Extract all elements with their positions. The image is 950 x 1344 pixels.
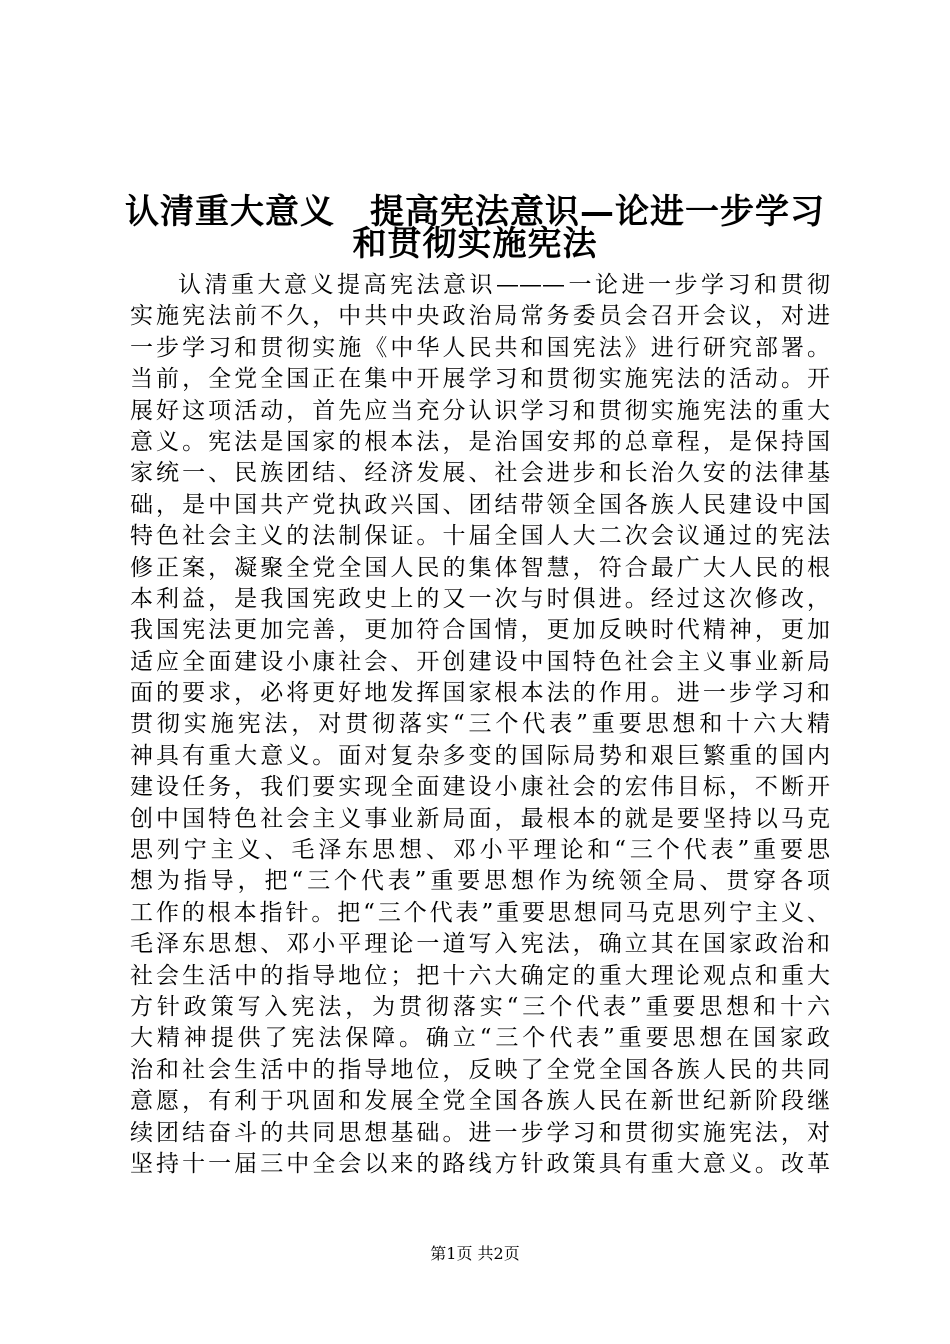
body-line: 工作的根本指针。把“三个代表”重要思想同马克思列宁主义、 — [130, 899, 830, 926]
body-line: 础，是中国共产党执政兴国、团结带领全国各族人民建设中国 — [130, 491, 830, 518]
body-line: 家统一、民族团结、经济发展、社会进步和长治久安的法律基 — [130, 460, 830, 487]
body-line: 创中国特色社会主义事业新局面，最根本的就是要坚持以马克 — [130, 805, 830, 832]
body-line: 方针政策写入宪法，为贯彻落实“三个代表”重要思想和十六 — [130, 993, 830, 1020]
document-title-line-1: 认清重大意义 提高宪法意识—论进一步学习 — [125, 192, 825, 232]
body-line: 特色社会主义的法制保证。十届全国人大二次会议通过的宪法 — [130, 523, 830, 550]
document-title-line-2: 和贯彻实施宪法 — [352, 224, 598, 264]
page-indicator: 第1页 共2页 — [430, 1244, 520, 1263]
body-line: 社会生活中的指导地位；把十六大确定的重大理论观点和重大 — [130, 962, 830, 989]
body-line: 认清重大意义提高宪法意识———一论进一步学习和贯彻 — [178, 272, 830, 298]
body-line: 坚持十一届三中全会以来的路线方针政策具有重大意义。改革 — [130, 1150, 830, 1177]
body-line: 适应全面建设小康社会、开创建设中国特色社会主义事业新局 — [130, 648, 830, 675]
document-body — [130, 270, 830, 1180]
body-line: 修正案，凝聚全党全国人民的集体智慧，符合最广大人民的根 — [130, 554, 830, 581]
body-line: 思列宁主义、毛泽东思想、邓小平理论和“三个代表”重要思 — [130, 837, 830, 864]
body-line: 展好这项活动，首先应当充分认识学习和贯彻实施宪法的重大 — [130, 397, 830, 424]
body-line: 意愿，有利于巩固和发展全党全国各族人民在新世纪新阶段继 — [130, 1088, 830, 1115]
body-line: 治和社会生活中的指导地位，反映了全党全国各族人民的共同 — [130, 1056, 830, 1083]
body-line: 毛泽东思想、邓小平理论一道写入宪法，确立其在国家政治和 — [130, 931, 830, 958]
body-line: 大精神提供了宪法保障。确立“三个代表”重要思想在国家政 — [130, 1025, 830, 1052]
body-line: 面的要求，必将更好地发挥国家根本法的作用。进一步学习和 — [130, 680, 830, 707]
body-line: 想为指导，把“三个代表”重要思想作为统领全局、贯穿各项 — [130, 868, 830, 895]
body-line: 贯彻实施宪法，对贯彻落实“三个代表”重要思想和十六大精 — [130, 711, 830, 738]
body-line: 神具有重大意义。面对复杂多变的国际局势和艰巨繁重的国内 — [130, 742, 830, 769]
body-line: 实施宪法前不久，中共中央政治局常务委员会召开会议，对进 — [130, 303, 830, 330]
body-line: 建设任务，我们要实现全面建设小康社会的宏伟目标，不断开 — [130, 774, 830, 801]
body-line: 我国宪法更加完善，更加符合国情，更加反映时代精神，更加 — [130, 617, 830, 644]
body-line: 当前，全党全国正在集中开展学习和贯彻实施宪法的活动。开 — [130, 366, 830, 393]
body-line: 本利益，是我国宪政史上的又一次与时俱进。经过这次修改， — [130, 585, 830, 612]
body-line: 意义。宪法是国家的根本法，是治国安邦的总章程，是保持国 — [130, 428, 830, 455]
body-line: 一步学习和贯彻实施《中华人民共和国宪法》进行研究部署。 — [130, 334, 830, 361]
body-line: 续团结奋斗的共同思想基础。进一步学习和贯彻实施宪法，对 — [130, 1119, 830, 1146]
